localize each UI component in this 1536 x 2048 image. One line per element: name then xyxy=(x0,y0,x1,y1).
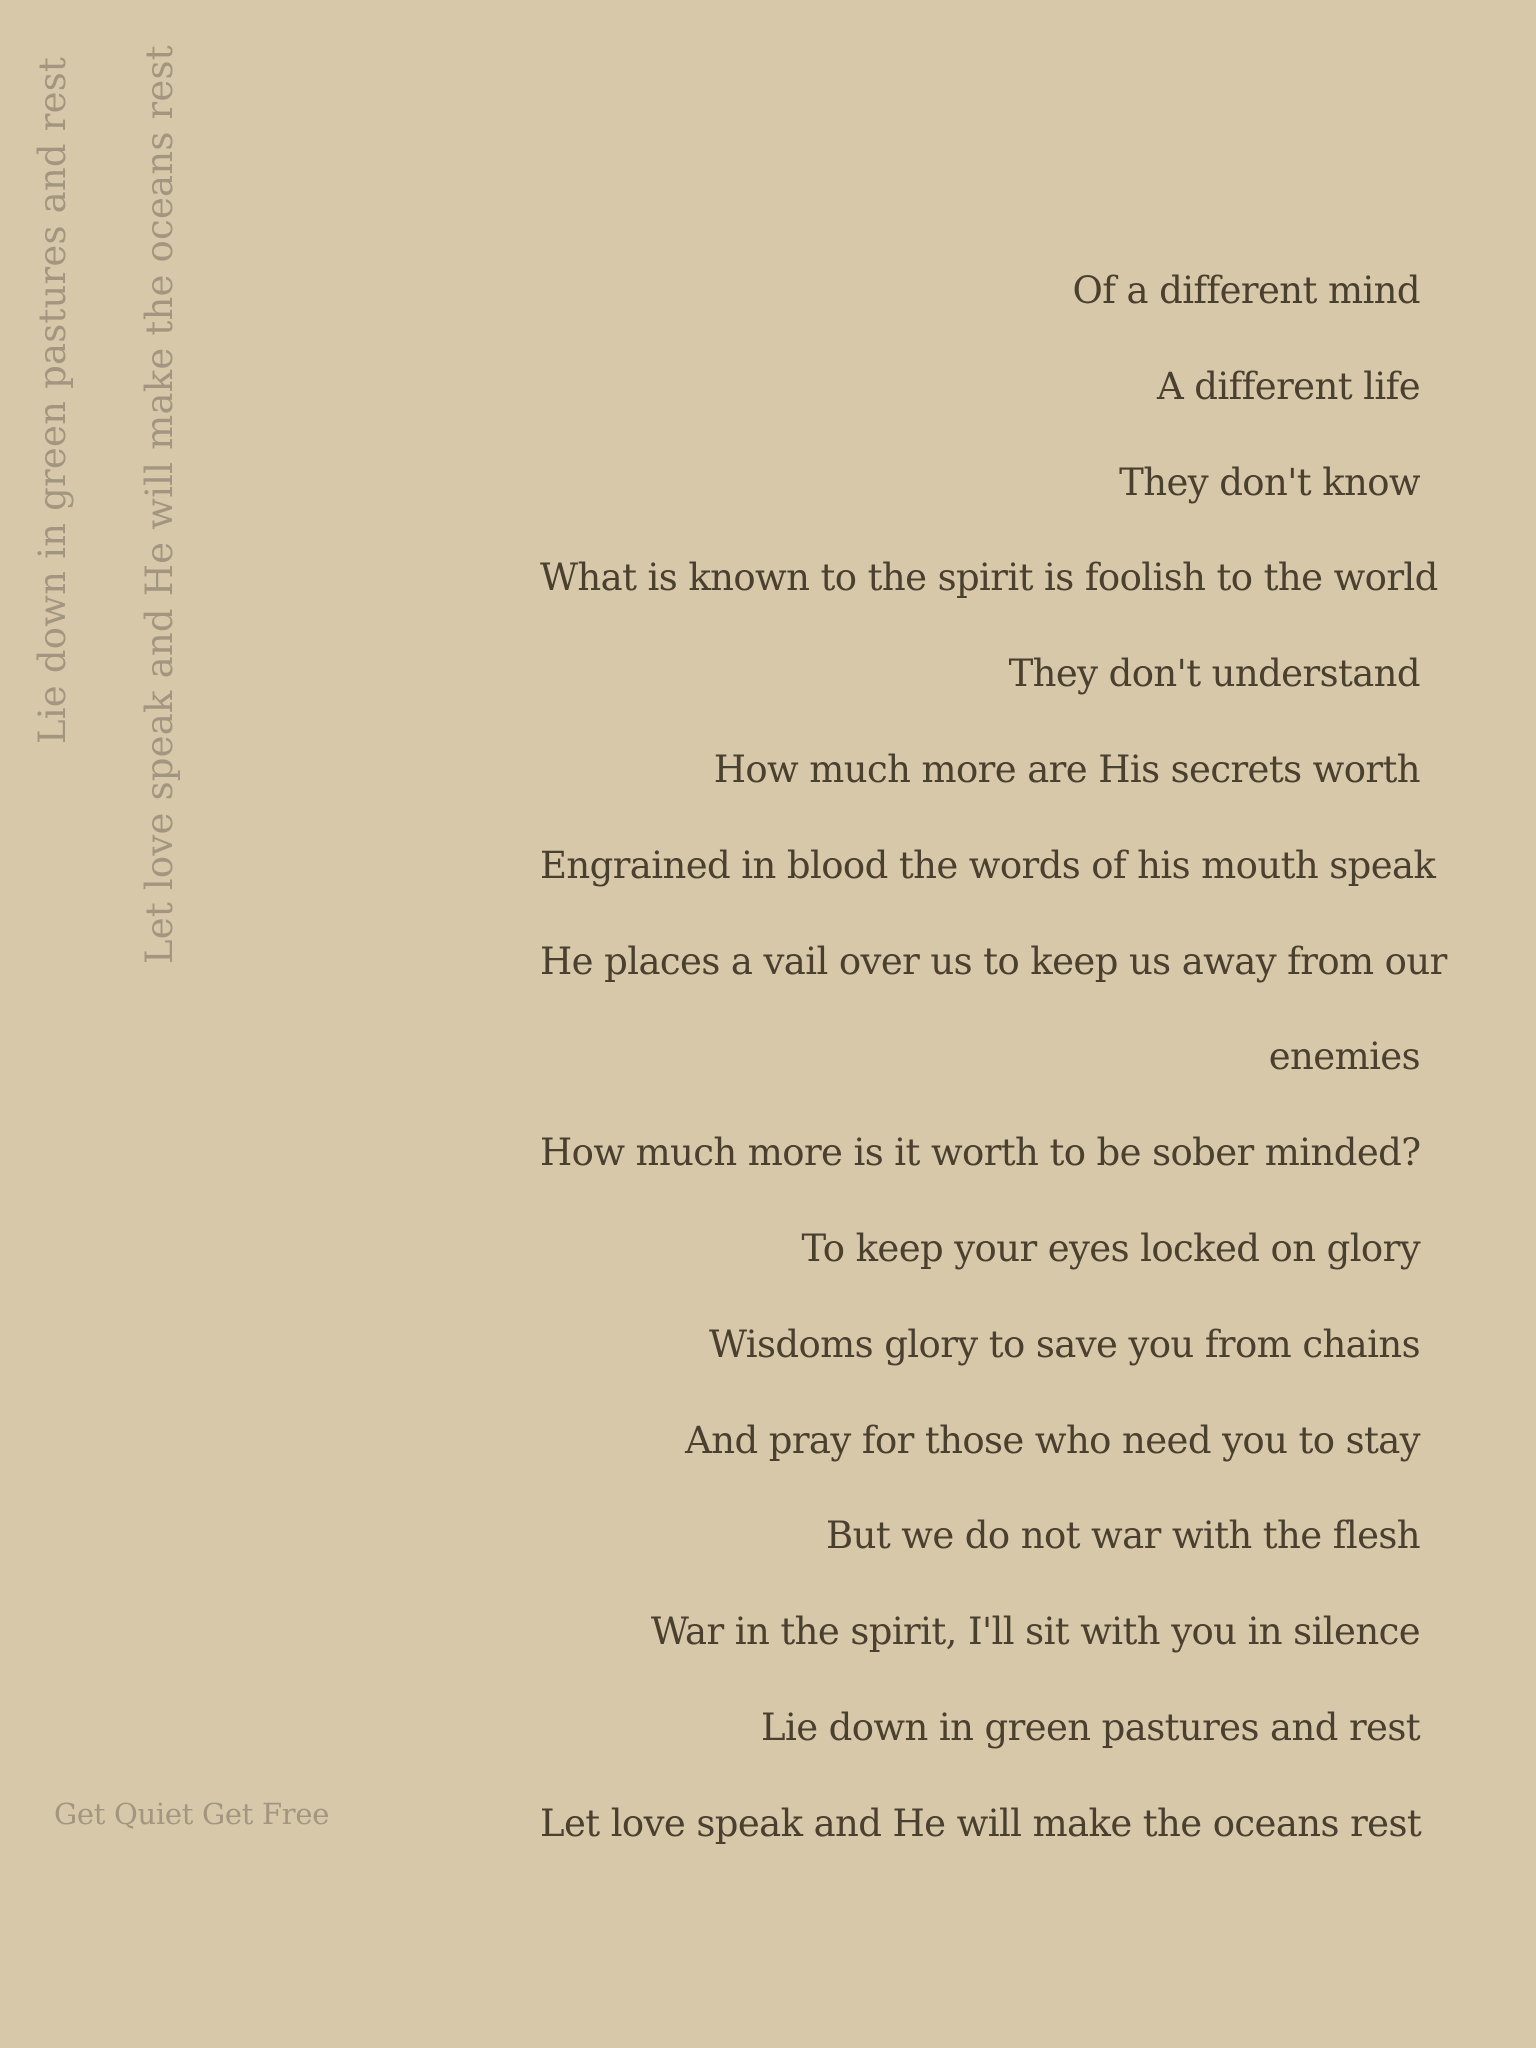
poem-line: Let love speak and He will make the oceans rest xyxy=(540,1801,1422,1845)
poem-line: War in the spirit, I'll sit with you in silence xyxy=(650,1610,1420,1654)
poem-line: But we do not war with the flesh xyxy=(826,1514,1420,1558)
poem-line: enemies xyxy=(1268,1035,1420,1079)
vertical-line-pastures: Lie down in green pastures and rest xyxy=(31,56,74,744)
poem-line: How much more is it worth to be sober minded? xyxy=(540,1131,1421,1175)
poem-line: How much more are His secrets worth xyxy=(713,747,1420,791)
poem-line: Of a different mind xyxy=(1072,269,1420,312)
poem-line: They don't know xyxy=(1119,460,1420,504)
poem-line: He places a vail over us to keep us away from our xyxy=(540,939,1447,983)
poem-line: Lie down in green pastures and rest xyxy=(760,1705,1420,1749)
poem-line: A different life xyxy=(1157,364,1420,408)
poem-line: What is known to the spirit is foolish to the world xyxy=(540,556,1438,600)
poem-line: To keep your eyes locked on glory xyxy=(801,1226,1420,1270)
poem-line: And pray for those who need you to stay xyxy=(685,1418,1420,1462)
poem-line: Engrained in blood the words of his mouth speak xyxy=(540,843,1436,887)
site-label: Get Quiet Get Free xyxy=(54,1797,330,1831)
vertical-line-oceans: Let love speak and He will make the oceans rest xyxy=(138,45,181,964)
poem-line: Wisdoms glory to save you from chains xyxy=(709,1322,1420,1366)
poem-body xyxy=(540,243,1447,1872)
poem-line: They don't understand xyxy=(1008,652,1420,696)
